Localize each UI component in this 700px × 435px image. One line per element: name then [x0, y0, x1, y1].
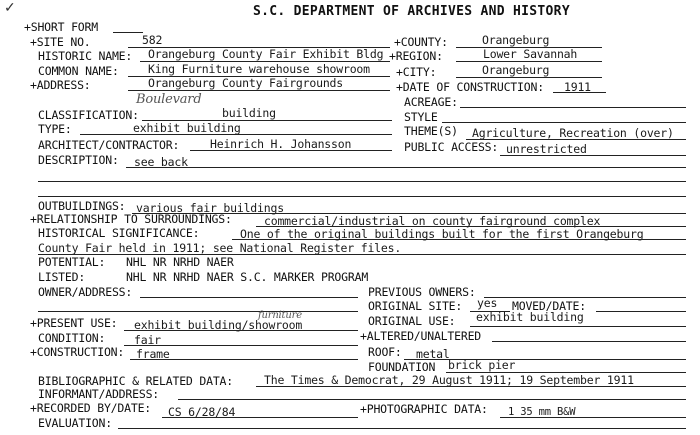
- bibliographic-line: [256, 386, 686, 387]
- address-value: Orangeburg County Fairgrounds: [148, 76, 343, 90]
- present-use-value: exhibit building/showroom: [134, 318, 303, 332]
- themes-label: THEME(S): [404, 124, 458, 138]
- roof-value: metal: [416, 347, 450, 361]
- historic-name-value: Orangeburg County Fair Exhibit Bldg: [148, 47, 384, 61]
- description-label: DESCRIPTION:: [38, 153, 119, 167]
- architect-value: Heinrich H. Johansson: [210, 137, 352, 151]
- previous-owners-label: PREVIOUS OWNERS:: [368, 285, 476, 299]
- potential-label: POTENTIAL:: [38, 255, 106, 269]
- foundation-label: FOUNDATION: [368, 360, 436, 374]
- site-no-label: +SITE NO.: [30, 35, 91, 49]
- public-access-value: unrestricted: [506, 142, 587, 156]
- present-use-insert: furniture: [258, 310, 302, 321]
- informant-line: [178, 399, 686, 400]
- significance-value-line-2: County Fair held in 1911; see National Register files.: [38, 241, 402, 255]
- outbuildings-label: OUTBUILDINGS:: [38, 199, 126, 213]
- roof-label: ROOF:: [368, 345, 402, 359]
- acreage-line: [460, 107, 686, 108]
- moved-date-line: [596, 311, 686, 312]
- condition-line: [124, 345, 358, 346]
- original-use-label: ORIGINAL USE:: [368, 314, 456, 328]
- present-use-label: +PRESENT USE:: [30, 316, 118, 330]
- photographic-data-line: [500, 417, 686, 418]
- recorded-by-label: +RECORDED BY/DATE:: [30, 401, 152, 415]
- altered-line: [492, 341, 686, 342]
- altered-label: +ALTERED/UNALTERED: [360, 329, 482, 343]
- significance-line: [232, 239, 686, 240]
- city-line: [456, 77, 602, 78]
- short-form-label: +SHORT FORM: [24, 20, 98, 34]
- blank-line: [38, 196, 686, 197]
- classification-value: building: [222, 106, 276, 120]
- check-mark-icon: ✓: [4, 0, 16, 16]
- relationship-value: commercial/industrial on county fairground complex: [264, 214, 601, 228]
- region-value: Lower Savannah: [483, 47, 578, 61]
- page-title: S.C. DEPARTMENT OF ARCHIVES AND HISTORY: [253, 4, 570, 19]
- county-label: +COUNTY:: [394, 35, 448, 49]
- site-no-value: 582: [142, 33, 163, 47]
- common-name-value: King Furniture warehouse showroom: [148, 62, 370, 76]
- evaluation-line: [118, 428, 686, 429]
- construction-label: +CONSTRUCTION:: [30, 345, 125, 359]
- original-site-value: yes: [477, 296, 498, 310]
- foundation-value: brick pier: [448, 358, 516, 372]
- evaluation-label: EVALUATION:: [38, 416, 112, 430]
- condition-value: fair: [134, 333, 161, 347]
- present-use-line: [124, 330, 358, 331]
- recorded-by-line: [162, 417, 358, 418]
- themes-line: [466, 139, 686, 140]
- owner-line-2: [38, 311, 358, 312]
- region-line: [456, 61, 602, 62]
- previous-owners-line: [484, 297, 686, 298]
- county-value: Orangeburg: [482, 33, 550, 47]
- date-of-construction-value: 1911: [564, 80, 591, 94]
- date-line: [553, 92, 606, 93]
- type-line: [80, 134, 392, 135]
- date-of-construction-label: +DATE OF CONSTRUCTION:: [396, 80, 544, 94]
- historic-name-label: HISTORIC NAME:: [38, 49, 133, 63]
- address-handwritten-note: Boulevard: [136, 92, 202, 107]
- original-site-label: ORIGINAL SITE:: [368, 299, 463, 313]
- owner-line: [140, 297, 358, 298]
- themes-value: Agriculture, Recreation (over): [472, 126, 674, 140]
- photographic-data-label: +PHOTOGRAPHIC DATA:: [360, 402, 488, 416]
- type-label: TYPE:: [38, 122, 72, 136]
- bibliographic-value: The Times & Democrat, 29 August 1911; 19 September 1911: [264, 373, 634, 387]
- bibliographic-label: BIBLIOGRAPHIC & RELATED DATA:: [38, 374, 233, 388]
- city-label: +CITY:: [396, 65, 437, 79]
- informant-label: INFORMANT/ADDRESS:: [38, 387, 160, 401]
- original-use-value: exhibit building: [476, 310, 584, 324]
- significance-label: HISTORICAL SIGNIFICANCE:: [38, 226, 200, 240]
- owner-address-label: OWNER/ADDRESS:: [38, 285, 133, 299]
- public-access-label: PUBLIC ACCESS:: [404, 140, 499, 154]
- listed-label: LISTED:: [38, 270, 86, 284]
- common-name-label: COMMON NAME:: [38, 64, 119, 78]
- listed-options: NHL NR NRHD NAER S.C. MARKER PROGRAM: [126, 270, 369, 284]
- moved-date-label: MOVED/DATE:: [512, 299, 586, 313]
- blank-line: [38, 181, 686, 182]
- address-line: [128, 90, 390, 91]
- style-label: STYLE: [404, 110, 438, 124]
- roof-line: [404, 359, 686, 360]
- relationship-label: +RELATIONSHIP TO SURROUNDINGS:: [30, 212, 232, 226]
- city-value: Orangeburg: [482, 63, 550, 77]
- short-form-line: [113, 32, 143, 33]
- address-label: +ADDRESS:: [30, 78, 91, 92]
- potential-options: NHL NR NRHD NAER: [126, 255, 234, 269]
- architect-line: [190, 150, 392, 151]
- construction-line: [130, 359, 358, 360]
- description-value: see back: [134, 155, 188, 169]
- classification-label: CLASSIFICATION:: [38, 108, 139, 122]
- condition-label: CONDITION:: [38, 331, 106, 345]
- photographic-data-value: 1 35 mm B&W: [508, 406, 576, 418]
- outbuildings-value: various fair buildings: [136, 201, 284, 215]
- public-access-line: [500, 155, 686, 156]
- region-label: +REGION:: [389, 49, 443, 63]
- original-use-line: [470, 326, 686, 327]
- style-line: [442, 122, 686, 123]
- significance-value-line-1: One of the original buildings built for the first Orangeburg: [240, 227, 644, 241]
- type-value: exhibit building: [133, 121, 241, 135]
- recorded-by-value: CS 6/28/84: [168, 405, 236, 419]
- description-line: [126, 167, 686, 168]
- architect-label: ARCHITECT/CONTRACTOR:: [38, 138, 180, 152]
- acreage-label: ACREAGE:: [404, 95, 458, 109]
- construction-value: frame: [136, 347, 170, 361]
